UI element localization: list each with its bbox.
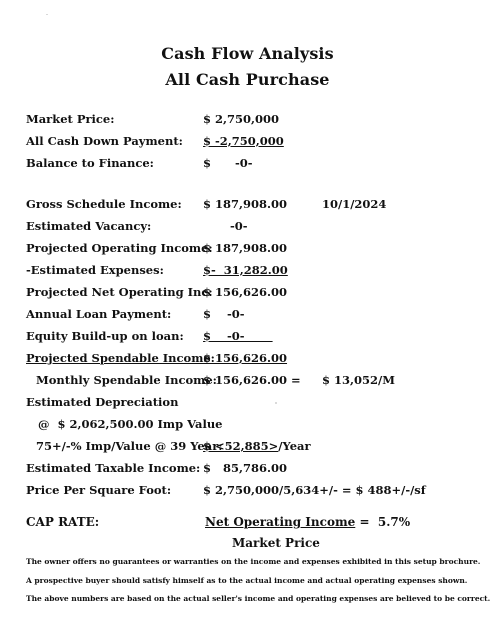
row-value: $ 187,908.00 [203,197,288,211]
row-value: $ 85,786.00 [203,461,288,475]
scan-dot [275,402,277,404]
row-down-payment [0,134,495,152]
depreciation-unit: /Year [278,439,311,453]
row-value: $ 156,626.00 = [203,373,301,387]
monthly-amount: $ 13,052/M [322,373,395,387]
page-title: Cash Flow Analysis [161,44,334,63]
row-label: Projected Operating Income: [26,241,213,255]
scan-speck [46,14,48,15]
row-balance-to-finance [0,156,495,174]
row-label: Equity Build-up on loan: [26,329,184,343]
row-value: $ 2,750,000/5,634+/- = $ 488+/-/sf [203,483,426,497]
row-estimated-depreciation [0,395,495,413]
row-value: $ -2,750,000 [203,134,284,148]
row-gross-schedule-income [0,197,495,215]
disclaimer-line: The above numbers are based on the actual seller's income and operating expenses are believed to be correct. [26,594,491,603]
row-price-per-square-foot [0,483,495,501]
cap-rate-formula [205,515,410,529]
row-label: Annual Loan Payment: [26,307,172,321]
row-projected-spendable-income [0,351,495,369]
disclaimer-line: A prospective buyer should satisfy himself as to the actual income and actual operating expenses shown. [26,576,468,585]
row-value: $ 156,626.00 [203,285,288,299]
row-label: -Estimated Expenses: [26,263,164,277]
row-label: Estimated Taxable Income: [26,461,201,475]
row-label: Estimated Vacancy: [26,219,152,233]
row-estimated-taxable-income [0,461,495,479]
row-label: @ $ 2,062,500.00 Imp Value [38,417,223,431]
row-estimated-expenses [0,263,495,281]
row-imp-value [0,417,495,435]
row-projected-net-operating-inc [0,285,495,303]
row-value: $ 2,750,000 [203,112,280,126]
row-projected-operating-income [0,241,495,259]
row-label: Price Per Square Foot: [26,483,172,497]
cap-rate-label: CAP RATE: [26,515,100,529]
row-value: $ -0- [203,156,253,170]
row-value: -0- [230,219,248,233]
row-label: Balance to Finance: [26,156,154,170]
row-equity-build-up [0,329,495,347]
depreciation-amount: $ <52,885> [203,439,279,453]
row-label: Estimated Depreciation [26,395,179,409]
row-monthly-spendable-income [0,373,495,391]
row-annual-loan-payment [0,307,495,325]
row-depreciation-per-year [0,439,495,457]
row-value: $- 31,282.00 [203,263,288,277]
report-date: 10/1/2024 [322,197,387,211]
page-subtitle: All Cash Purchase [165,70,330,89]
row-label: Market Price: [26,112,115,126]
row-label: All Cash Down Payment: [26,134,183,148]
cap-rate-numerator: Net Operating Income [205,515,356,529]
row-value: $ -0- [203,329,273,343]
row-value: $ -0- [203,307,245,321]
row-label: Monthly Spendable Income: [36,373,217,387]
row-market-price [0,112,495,130]
row-label: Gross Schedule Income: [26,197,182,211]
row-label: Projected Spendable Income: [26,351,215,365]
row-label: 75+/-% Imp/Value @ 39 Year: [36,439,223,453]
row-label: Projected Net Operating Inc: [26,285,213,299]
cap-rate-denominator: Market Price [232,536,320,550]
disclaimer-line: The owner offers no guarantees or warranties on the income and expenses exhibited in this setup brochure. [26,557,481,566]
row-estimated-vacancy [0,219,495,237]
row-value [203,439,311,453]
row-value: $ 187,908.00 [203,241,288,255]
cap-rate-result: = 5.7% [355,515,411,529]
row-value: $ 156,626.00 [203,351,288,365]
